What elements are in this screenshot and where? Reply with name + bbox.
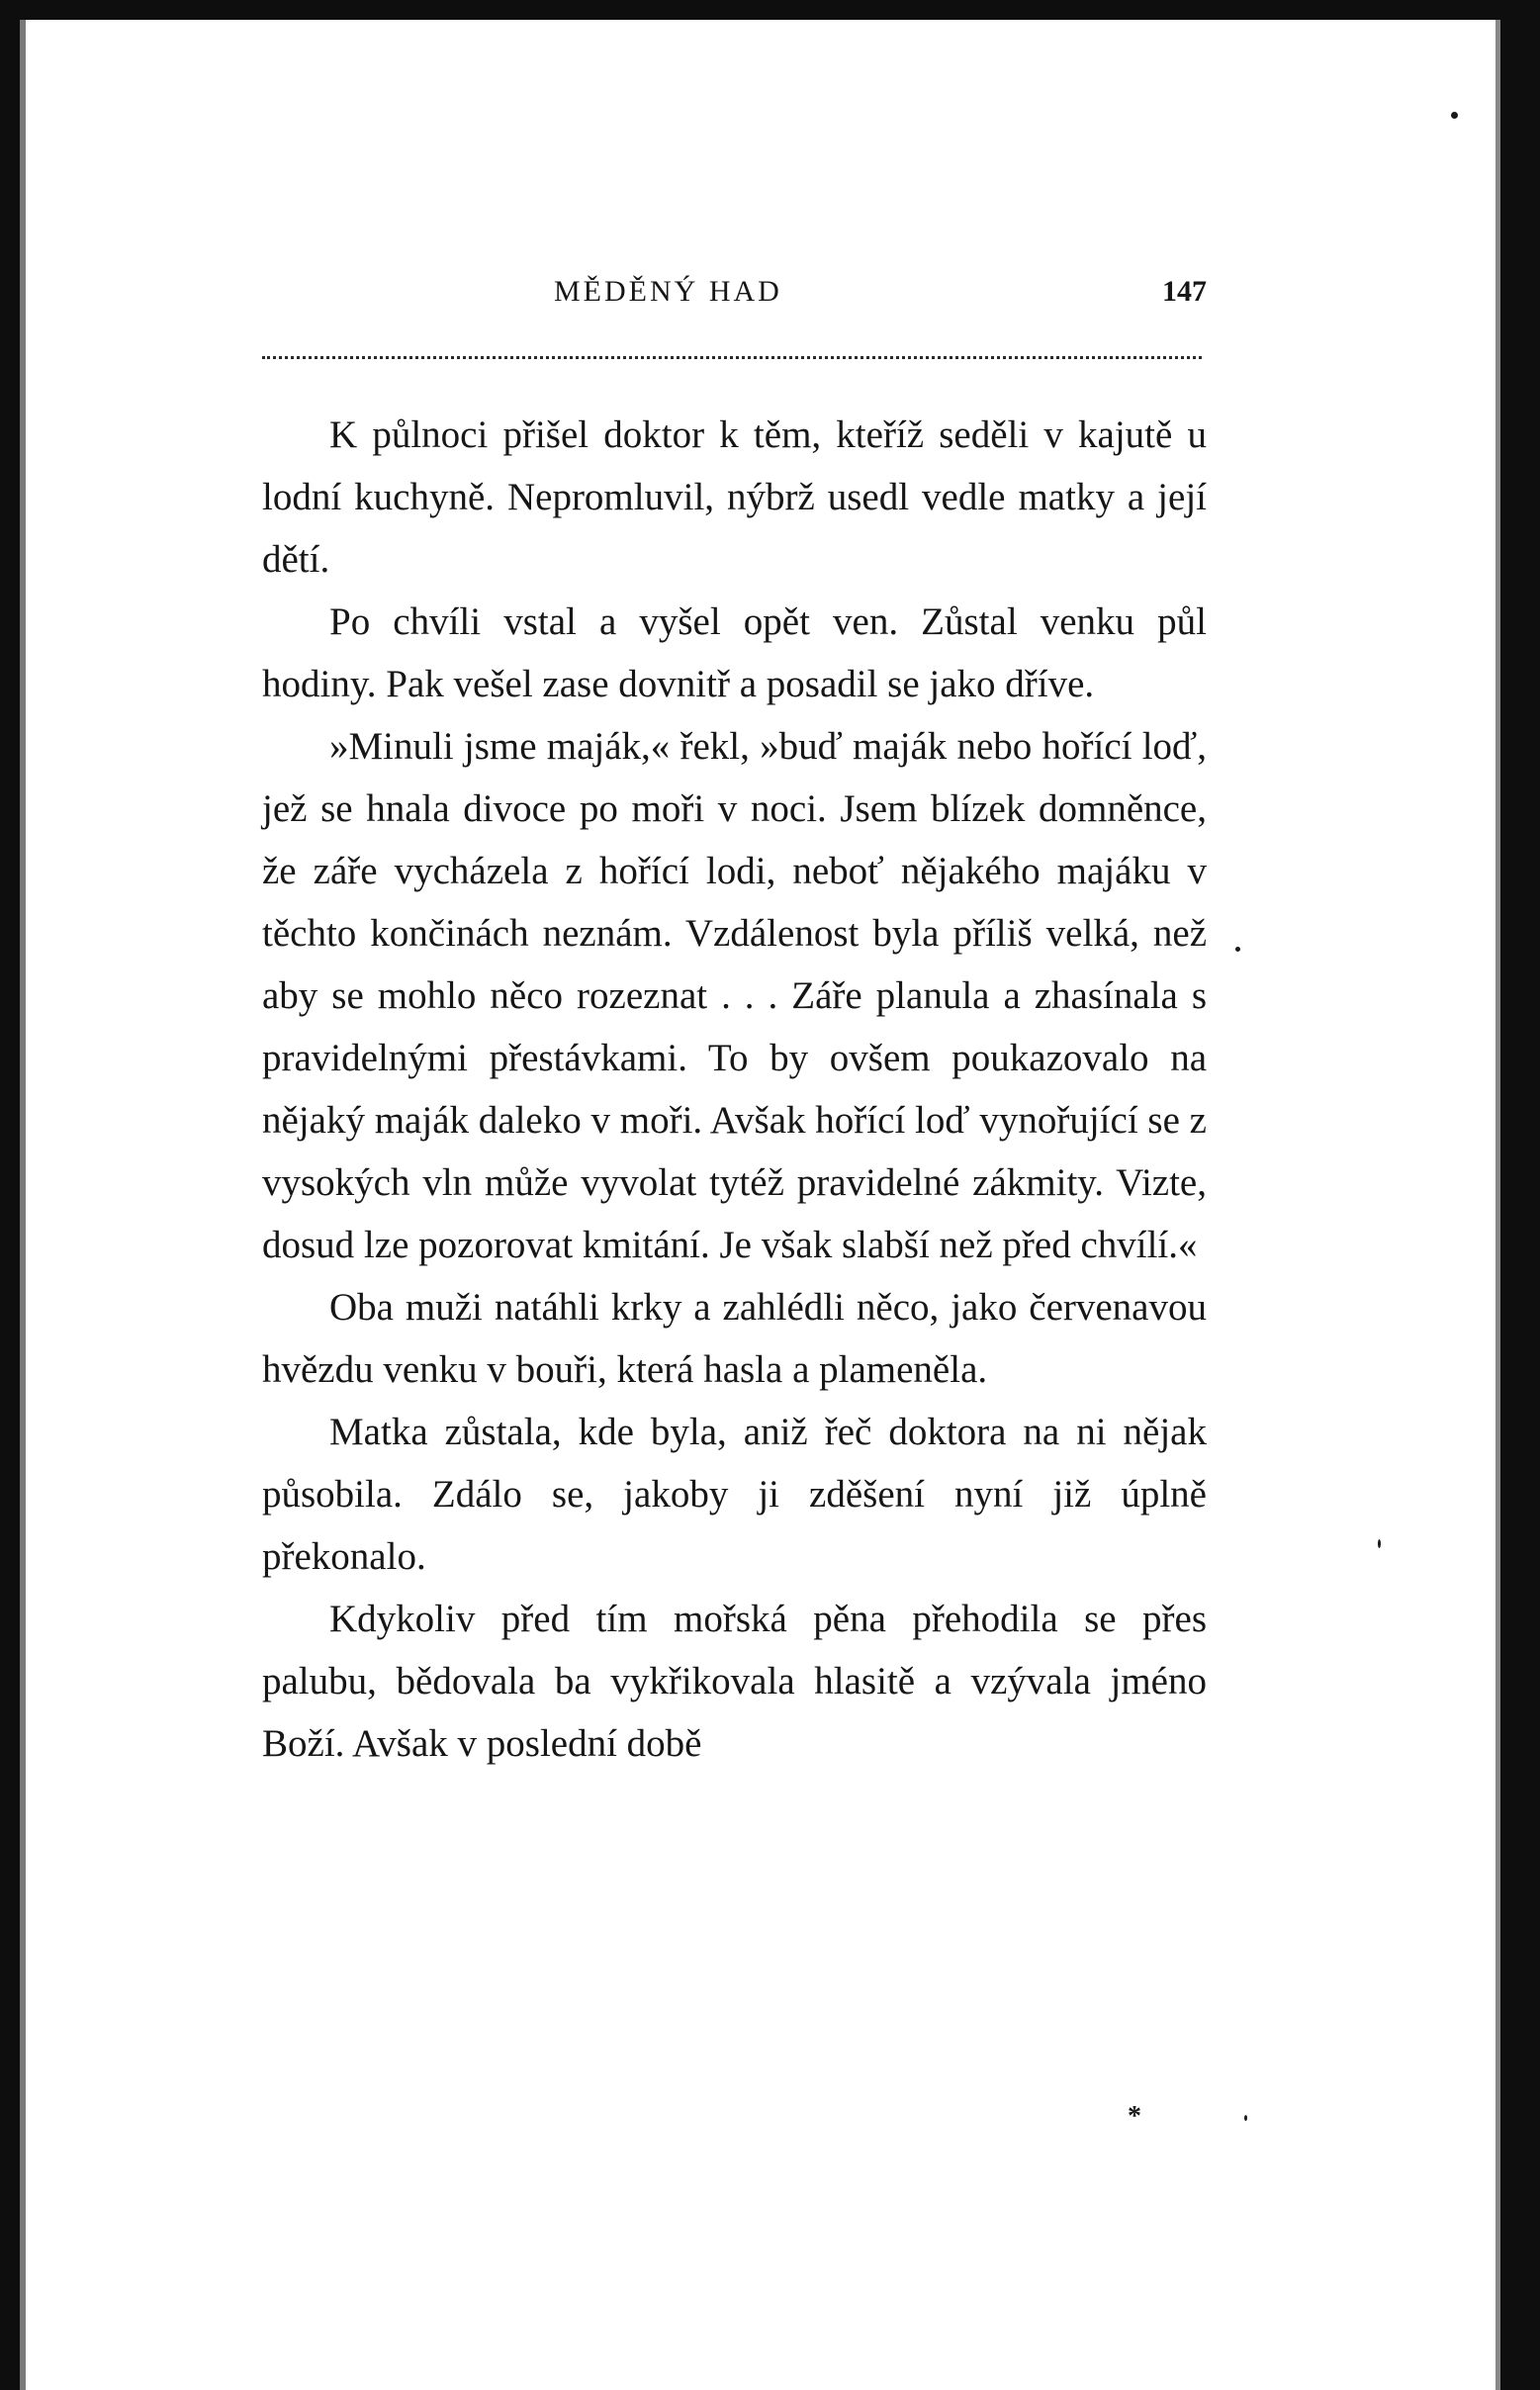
paragraph: Kdykoliv před tím mořská pěna přehodila se přes palubu, bědovala ba vykřikovala hlasitě a vzývala jméno Boží. Avšak v poslední době [262, 1598, 1207, 1765]
scan-border-left-shadow [20, 20, 26, 2390]
ink-speck [1235, 947, 1240, 952]
paragraph: Po chvíli vstal a vyšel opět ven. Zůstal venku půl hodiny. Pak vešel zase dovnitř a posadil se jako dříve. [262, 600, 1207, 705]
body-text [262, 404, 1207, 1775]
paragraph: K půlnoci přišel doktor k těm, kteříž seděli v kajutě u lodní kuchyně. Nepromluvil, nýbrž usedl vedle matky a její dětí. [262, 414, 1207, 581]
scan-border-top [0, 0, 1540, 20]
paragraph: »Minuli jsme maják,« řekl, »buď maják nebo hořící loď, jež se hnala divoce po moři v noci. Jsem blízek domněnce, že záře vycházela z hořící lodi, neboť nějakého majáku v těchto končinách neznám. Vzdálenost byla příliš velká, než aby se mohlo něco rozeznat . . . Záře planula a zhasínala s pravidelnými přestávkami. To by ovšem poukazovalo na nějaký maják daleko v moři. Avšak hořící loď vynořující se z vysokých vln může vyvolat tytéž pravidelné zákmity. Vizte, dosud lze pozorovat kmitání. Je však slabší než před chvílí.« [262, 725, 1207, 1266]
scan-border-left [0, 0, 20, 2390]
header-dotted-rule [262, 356, 1202, 359]
paragraph: Oba muži natáhli krky a zahlédli něco, jako červenavou hvězdu venku v bouři, která hasla a plameněla. [262, 1286, 1207, 1391]
scan-border-right [1500, 0, 1540, 2390]
scan-border-right-shadow [1495, 20, 1500, 2390]
paragraph: Matka zůstala, kde byla, aniž řeč doktora na ni nějak působila. Zdálo se, jakoby ji zděšení nyní již úplně překonalo. [262, 1411, 1207, 1578]
ink-speck [1244, 2115, 1247, 2121]
signature-mark: * [1128, 2101, 1141, 2132]
page-number: 147 [1162, 275, 1207, 308]
ink-speck [1378, 1539, 1381, 1548]
running-header [257, 267, 1207, 317]
ink-speck [1451, 112, 1458, 119]
running-title: MĚDĚNÝ HAD [554, 275, 782, 308]
